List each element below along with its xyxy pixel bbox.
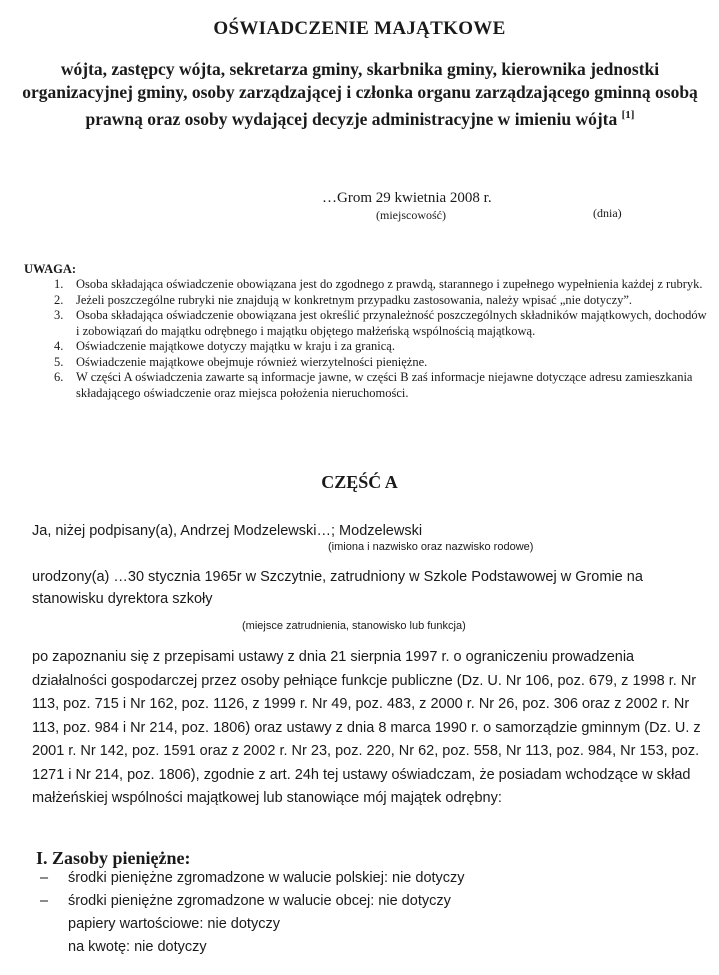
born-caption: (miejsce zatrudnienia, stanowisko lub funkcja) xyxy=(242,620,466,632)
item-text: środki pieniężne zgromadzone w walucie polskiej: nie dotyczy xyxy=(68,870,465,886)
document-title: OŚWIADCZENIE MAJĄTKOWE xyxy=(213,18,506,39)
dash-marker: – xyxy=(40,870,49,886)
list-item xyxy=(40,277,712,293)
list-item xyxy=(40,355,712,371)
note-number: 2. xyxy=(54,292,64,307)
list-item xyxy=(36,913,465,936)
list-item xyxy=(40,308,712,339)
note-text: Osoba składająca oświadczenie obowiązana jest do zgodnego z prawdą, starannego i zupełnego wypełnienia każdej z rubryk. xyxy=(76,277,703,291)
legal-paragraph: po zapoznaniu się z przepisami ustawy z dnia 21 sierpnia 1997 r. o ograniczeniu prowadzenia działalności gospodarczej przez osoby pełniące funkcje publiczne (Dz. U. Nr 106, poz. 679, z 1998 r. Nr 113, poz. 715 i Nr 162, poz. 1126, z 1999 r. Nr 49, poz. 483, z 2000 r. Nr 26, poz. 306 oraz z 2002 r. Nr 113, poz. 984 i Nr 214, poz. 1806) oraz ustawy z dnia 8 marca 1990 r. o samorządzie gminnym (Dz. U. z 2001 r. Nr 142, poz. 1591 oraz z 2002 r. Nr 23, poz. 220, Nr 62, poz. 558, Nr 113, poz. 984, Nr 153, poz. 1271 i Nr 214, poz. 1806), zgodnie z art. 24h tej ustawy oświadczam, że posiadam wchodzące w skład małżeńskiej wspólności majątkowej lub stanowiące mój majątek odrębny: xyxy=(32,649,701,806)
list-item xyxy=(40,293,712,309)
document-subtitle xyxy=(20,58,700,131)
note-text: Oświadczenie majątkowe obejmuje również wierzytelności pieniężne. xyxy=(76,354,428,369)
note-number: 6. xyxy=(54,370,64,384)
note-number: 4. xyxy=(54,339,64,353)
dash-marker: – xyxy=(40,893,49,909)
list-item xyxy=(40,370,712,401)
note-text: W części A oświadczenia zawarte są informacje jawne, w części B zaś informacje niejawne dotyczące adresu zamieszkania składającego oświadczenie oraz miejsca położenia nieruchomości. xyxy=(76,370,693,400)
list-item xyxy=(36,890,465,913)
item-text: na kwotę: nie dotyczy xyxy=(68,939,207,955)
notes-list xyxy=(40,277,712,401)
caption-date: (dnia) xyxy=(593,206,622,220)
subtitle-text: wójta, zastępcy wójta, sekretarza gminy, skarbnika gminy, kierownika jednostki organizacyjnej gminy, osoby zarządzającej i członka organu zarządzającego gminną osobą prawną oraz osoby wydającej decyzje administracyjne w imieniu wójta xyxy=(22,59,698,129)
note-number: 3. xyxy=(54,308,64,322)
item-text: papiery wartościowe: nie dotyczy xyxy=(68,916,280,932)
note-text: Osoba składająca oświadczenie obowiązana jest określić przynależność poszczególnych składników majątkowych, dochodów i zobowiązań do majątku odrębnego i majątku objętego małżeńską wspólnością majątkową. xyxy=(76,308,707,338)
item-text: środki pieniężne zgromadzone w walucie obcej: nie dotyczy xyxy=(68,893,451,909)
note-number: 1. xyxy=(54,277,64,291)
place-date: …Grom 29 kwietnia 2008 r. xyxy=(322,190,492,206)
caption-place: (miejscowość) xyxy=(376,208,446,222)
note-text: Oświadczenie majątkowe dotyczy majątku w kraju i za granicą. xyxy=(76,339,395,353)
note-text: Jeżeli poszczególne rubryki nie znajdują w konkretnym przypadku zastosowania, należy wpisać „nie dotyczy”. xyxy=(76,292,633,307)
declarant-line: Ja, niżej podpisany(a), Andrzej Modzelewski…; Modzelewski xyxy=(32,523,423,539)
section-1-heading: I. Zasoby pieniężne: xyxy=(36,848,191,868)
born-line: urodzony(a) …30 stycznia 1965r w Szczytnie, zatrudniony w Szkole Podstawowej w Gromie na stanowisku dyrektora szkoły xyxy=(32,569,643,607)
declarant-caption: (imiona i nazwisko oraz nazwisko rodowe) xyxy=(328,541,534,553)
list-item xyxy=(40,339,712,355)
note-number: 5. xyxy=(54,354,64,369)
list-item xyxy=(36,936,465,959)
notes-heading: UWAGA: xyxy=(24,262,77,276)
list-item xyxy=(36,867,465,890)
part-a-heading: CZĘŚĆ A xyxy=(321,472,398,492)
section-1-list xyxy=(36,867,465,959)
footnote-ref: [1] xyxy=(621,109,635,121)
